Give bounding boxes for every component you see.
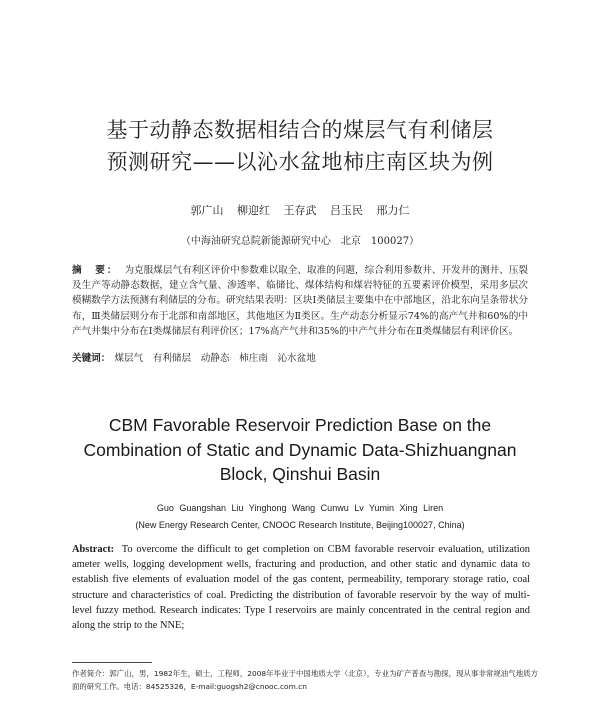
author-footnote: 作者简介：郭广山，男，1982年生，硕士，工程师，2008年毕业于中国地质大学（北京），专业为矿产普查与勘探，现从事非常规油气地质方面的研究工作。电话：84525326，E-mail:guogsh2@cnooc.com.cn	[72, 669, 538, 691]
chinese-abstract-label: 摘 要：	[72, 265, 119, 276]
english-title	[30, 413, 570, 487]
english-title-line-1: CBM Favorable Reservoir Prediction Base on the	[108, 415, 492, 435]
english-abstract-text: To overcome the difficult to get completion on CBM favorable reservoir evaluation, utilization ameter wells, logging development wells, fracturing and production, and other static and dynamic data to establish five elements of evaluation model of the gas content, permeability, temporary storage ratio, coal structure and characteristics of coal. Predicting the distribution of favorable reservoir by the way of multi-level fuzzy method. Research indicates: Type I reservoirs are mainly concentrated in the central region and along the strip to the NNE;	[72, 544, 530, 632]
chinese-keywords-label: 关键词：	[72, 353, 111, 364]
english-abstract	[72, 542, 530, 633]
chinese-title-line-2: 预测研究——以沁水盆地柿庄南区块为例	[106, 150, 494, 174]
chinese-keywords	[72, 350, 528, 364]
chinese-affiliation: （中海油研究总院新能源研究中心 北京 100027）	[180, 236, 420, 247]
english-abstract-label: Abstract:	[72, 544, 115, 555]
chinese-keywords-text: 煤层气 有利储层 动静态 柿庄南 沁水盆地	[114, 353, 316, 364]
chinese-authors: 郭广山 柳迎红 王存武 吕玉民 邢力仁	[190, 204, 410, 217]
chinese-title-line-1: 基于动静态数据相结合的煤层气有利储层	[106, 118, 494, 142]
chinese-abstract	[72, 263, 528, 339]
english-affiliation: (New Energy Research Center, CNOOC Research Institute, Beijing100027, China)	[135, 520, 465, 530]
english-title-line-3: Block, Qinshui Basin	[219, 464, 381, 484]
footnote-divider	[72, 662, 152, 663]
chinese-abstract-text: 为克服煤层气有利区评价中参数难以取全、取准的问题，综合利用参数井、开发井的测井、压裂及生产等动静态数据，建立含气量、渗透率、临储比、煤体结构和煤岩特征的五要素评价模型，采用多层次模糊数学方法预测有利储层的分布。研究结果表明：区块Ⅰ类储层主要集中在中部地区，沿北东向呈条带状分布，Ⅲ类储层则分布于北部和南部地区，其他地区为Ⅱ类区。生产动态分析显示74%的高产气井和60%的中产气井集中分布在Ⅰ类煤储层有利评价区；17%高产气井和35%的中产气井分布在Ⅱ类煤储层有利评价区。	[72, 265, 529, 337]
english-title-line-2: Combination of Static and Dynamic Data-Shizhuangnan	[83, 439, 517, 460]
english-authors: Guo Guangshan Liu Yinghong Wang Cunwu Lv Yumin Xing Liren	[156, 503, 444, 513]
